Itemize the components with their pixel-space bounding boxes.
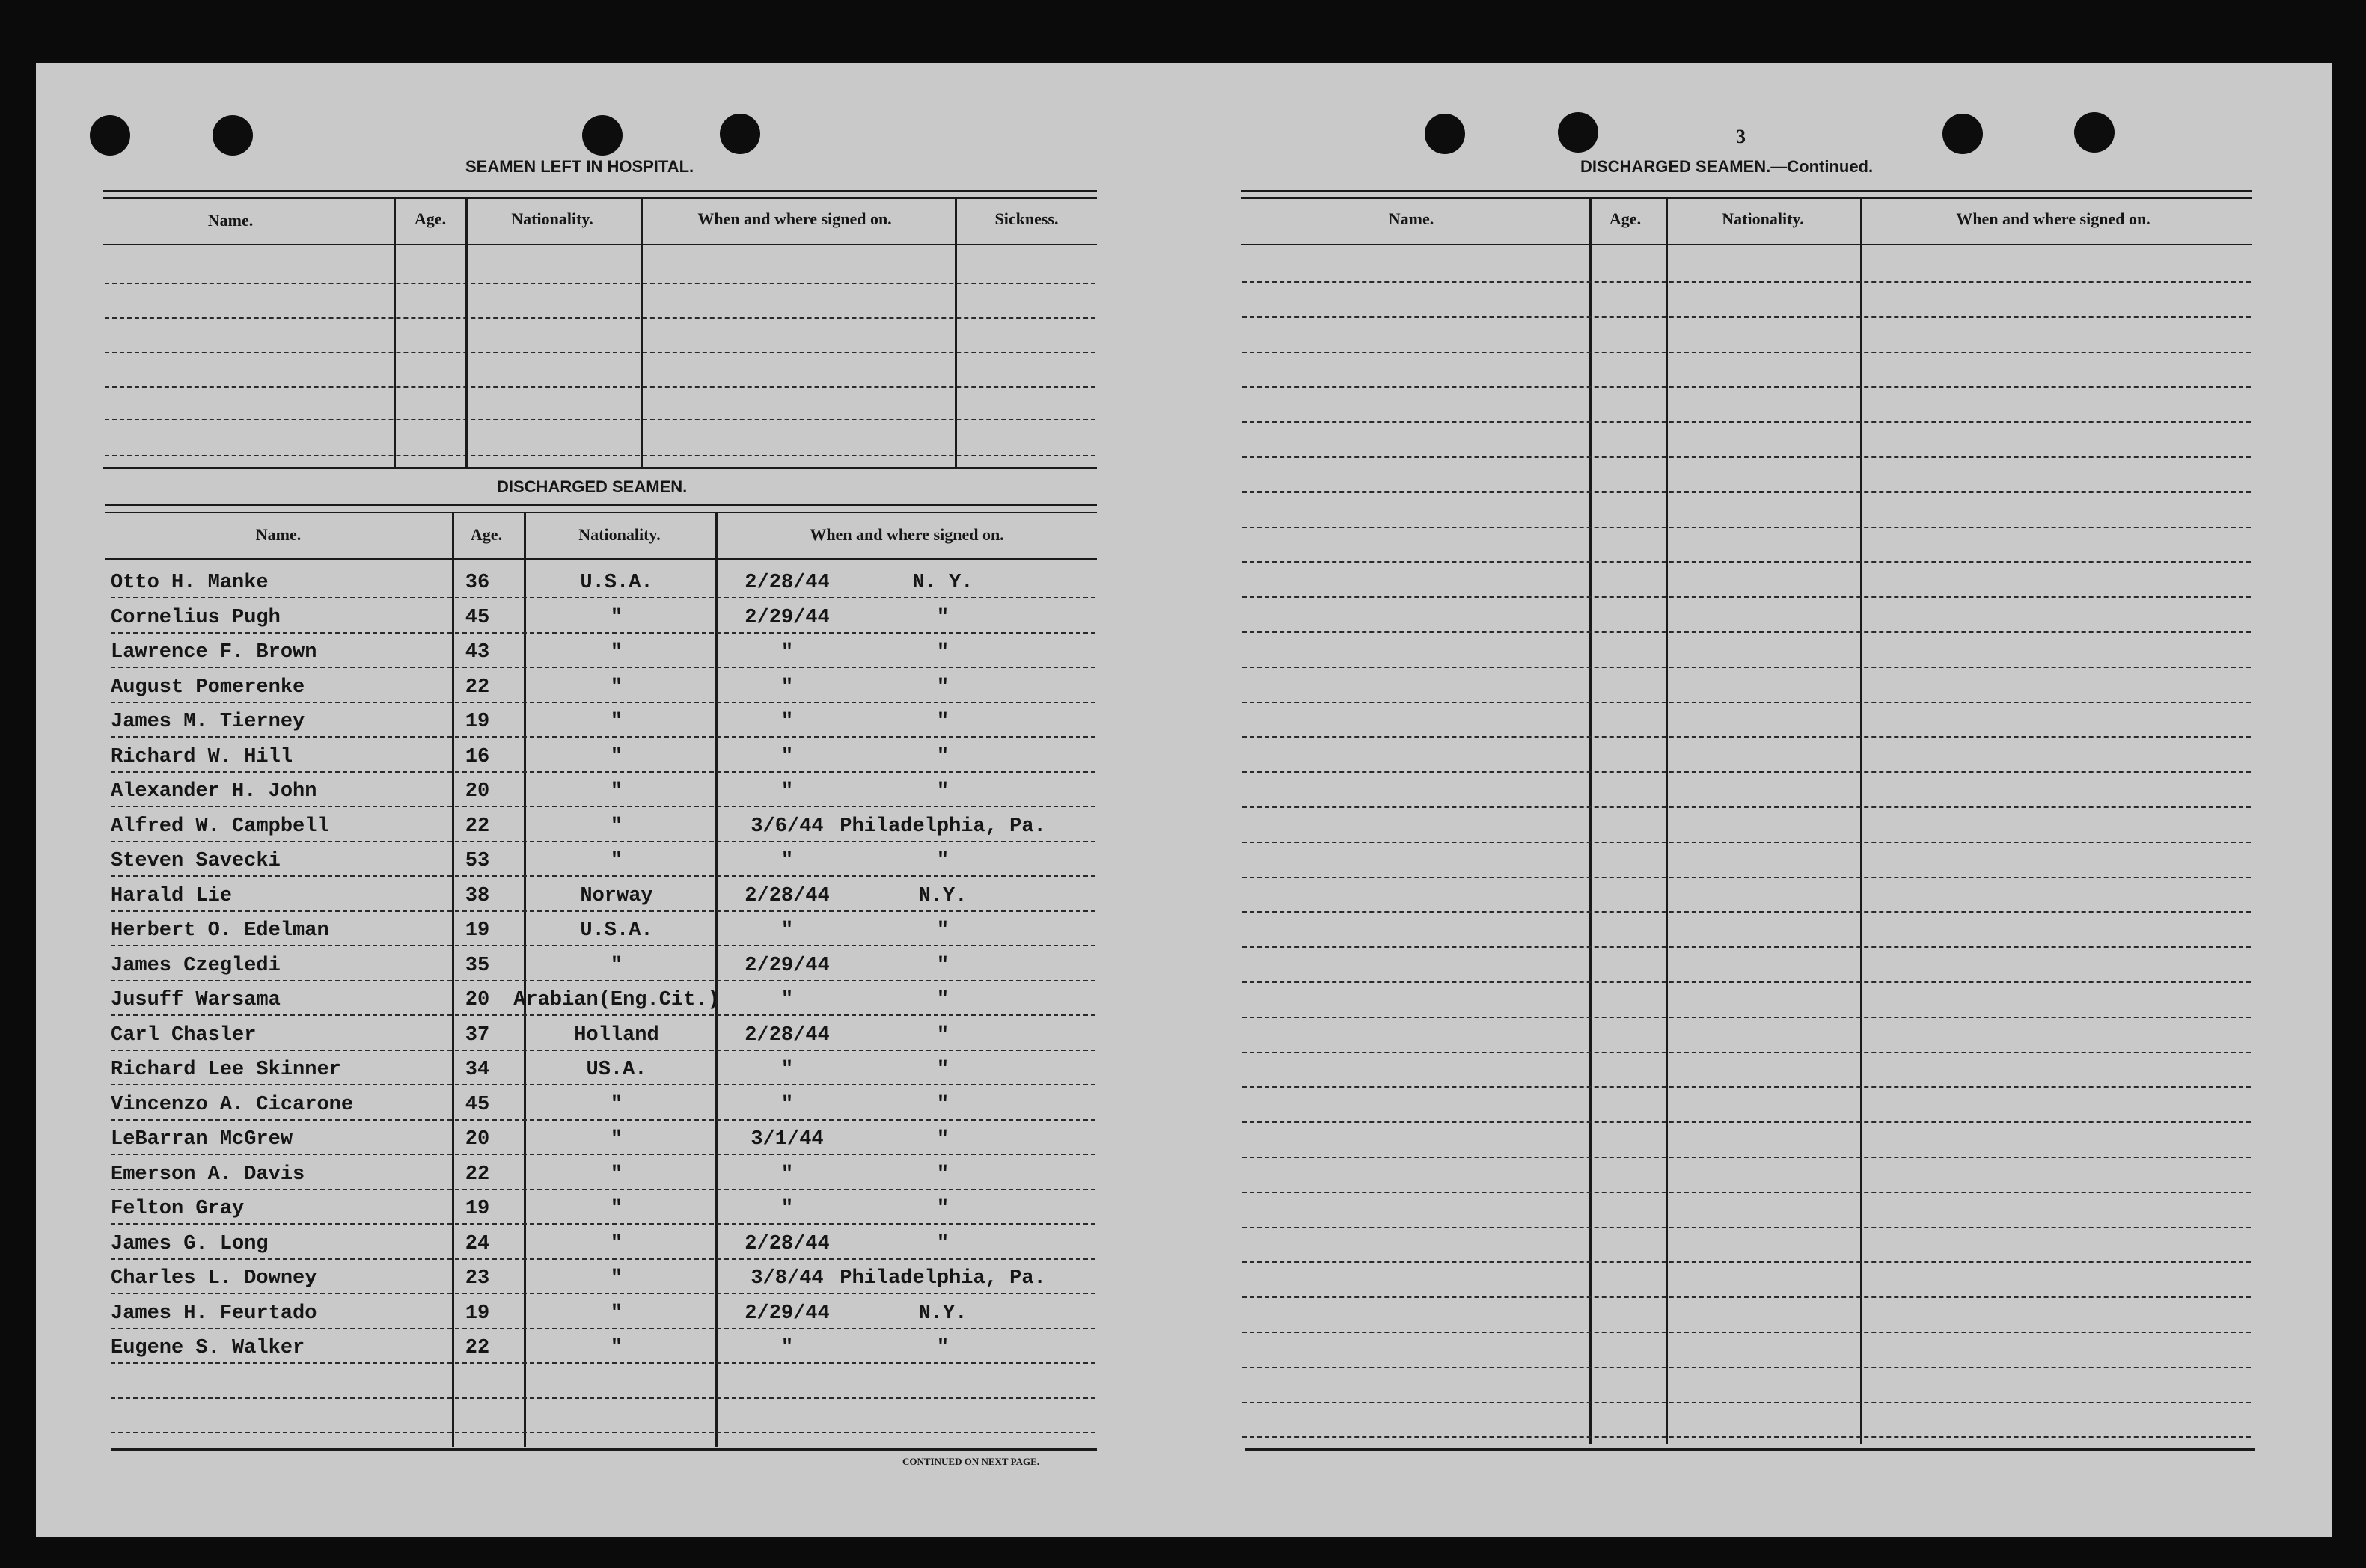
cell-place: Philadelphia, Pa. <box>840 1267 1046 1290</box>
cell-nationality: " <box>610 1094 623 1116</box>
cell-age: 34 <box>465 1059 490 1081</box>
discharged-section-title: DISCHARGED SEAMEN. <box>497 477 688 496</box>
cell-nationality: " <box>610 1198 623 1220</box>
cell-age: 45 <box>465 1094 490 1116</box>
cell-place: " <box>936 1198 950 1220</box>
hospital-header-age: Age. <box>414 209 447 228</box>
cell-nationality: " <box>610 1337 623 1359</box>
cell-date: " <box>780 919 794 942</box>
cell-age: 22 <box>465 1163 490 1186</box>
cell-place: " <box>936 1059 950 1081</box>
cell-date: " <box>780 641 794 664</box>
cell-age: 19 <box>465 711 490 733</box>
cell-nationality: " <box>610 607 623 629</box>
hospital-section-title: SEAMEN LEFT IN HOSPITAL. <box>465 157 694 176</box>
cell-age: 45 <box>465 607 490 629</box>
continued-header-nationality: Nationality. <box>1722 209 1804 228</box>
cell-date: " <box>780 1337 794 1359</box>
continued-footer: CONTINUED ON NEXT PAGE. <box>902 1456 1039 1467</box>
hospital-header-sickness: Sickness. <box>994 209 1059 228</box>
cell-nationality: " <box>610 955 623 977</box>
punch-hole <box>1942 114 1983 154</box>
cell-name: Eugene S. Walker <box>111 1337 305 1359</box>
cell-date: " <box>780 1094 794 1116</box>
cell-age: 19 <box>465 919 490 942</box>
cell-name: Herbert O. Edelman <box>111 919 329 942</box>
cell-place: Philadelphia, Pa. <box>840 815 1046 838</box>
cell-date: " <box>780 711 794 733</box>
cell-name: James M. Tierney <box>111 711 305 733</box>
cell-name: LeBarran McGrew <box>111 1128 293 1151</box>
cell-nationality: " <box>610 780 623 803</box>
cell-date: 2/28/44 <box>745 1024 830 1047</box>
cell-date: " <box>780 1059 794 1081</box>
page-number: 3 <box>1736 126 1746 147</box>
discharged-header-age: Age. <box>470 525 503 544</box>
cell-date: 2/29/44 <box>745 1302 830 1325</box>
cell-name: Charles L. Downey <box>111 1267 317 1290</box>
cell-name: August Pomerenke <box>111 676 305 699</box>
cell-place: " <box>936 1163 950 1186</box>
cell-nationality: " <box>610 1163 623 1186</box>
hospital-header-name: Name. <box>207 211 254 230</box>
cell-date: " <box>780 746 794 768</box>
cell-nationality: " <box>610 850 623 872</box>
cell-nationality: " <box>610 1233 623 1255</box>
cell-name: Jusuff Warsama <box>111 989 281 1011</box>
cell-place: " <box>936 607 950 629</box>
cell-nationality: " <box>610 1267 623 1290</box>
cell-date: 3/8/44 <box>751 1267 824 1290</box>
punch-hole <box>2074 112 2115 153</box>
cell-age: 22 <box>465 676 490 699</box>
cell-age: 36 <box>465 572 490 594</box>
hospital-header-nationality: Nationality. <box>511 209 593 228</box>
cell-place: " <box>936 919 950 942</box>
cell-date: " <box>780 1198 794 1220</box>
cell-name: Emerson A. Davis <box>111 1163 305 1186</box>
cell-date: " <box>780 989 794 1011</box>
cell-nationality: Norway <box>580 885 653 907</box>
cell-date: " <box>780 1163 794 1186</box>
cell-nationality: " <box>610 815 623 838</box>
cell-place: N. Y. <box>912 572 973 594</box>
cell-name: Richard Lee Skinner <box>111 1059 341 1081</box>
cell-date: 2/28/44 <box>745 572 830 594</box>
cell-name: Cornelius Pugh <box>111 607 281 629</box>
continued-header-signed-on: When and where signed on. <box>1956 209 2151 228</box>
cell-nationality: " <box>610 746 623 768</box>
cell-name: Steven Savecki <box>111 850 281 872</box>
discharged-continued-title: DISCHARGED SEAMEN.—Continued. <box>1580 157 1874 176</box>
cell-name: James G. Long <box>111 1233 269 1255</box>
cell-place: " <box>936 1337 950 1359</box>
cell-age: 53 <box>465 850 490 872</box>
cell-age: 38 <box>465 885 490 907</box>
cell-name: Harald Lie <box>111 885 233 907</box>
cell-place: " <box>936 676 950 699</box>
cell-place: N.Y. <box>918 1302 968 1325</box>
cell-date: " <box>780 676 794 699</box>
cell-name: Vincenzo A. Cicarone <box>111 1094 354 1116</box>
cell-age: 22 <box>465 1337 490 1359</box>
cell-age: 20 <box>465 1128 490 1151</box>
cell-date: 2/29/44 <box>745 955 830 977</box>
punch-hole <box>1425 114 1465 154</box>
cell-nationality: U.S.A. <box>580 572 653 594</box>
cell-name: Alfred W. Campbell <box>111 815 329 838</box>
cell-name: Carl Chasler <box>111 1024 257 1047</box>
discharged-header-nationality: Nationality. <box>578 525 661 544</box>
cell-place: " <box>936 989 950 1011</box>
cell-name: James Czegledi <box>111 955 281 977</box>
cell-age: 16 <box>465 746 490 768</box>
cell-date: 3/1/44 <box>751 1128 824 1151</box>
cell-age: 20 <box>465 780 490 803</box>
cell-place: " <box>936 955 950 977</box>
discharged-header-signed-on: When and where signed on. <box>810 525 1004 544</box>
cell-age: 43 <box>465 641 490 664</box>
discharged-header-name: Name. <box>255 525 302 544</box>
cell-place: " <box>936 1024 950 1047</box>
cell-place: " <box>936 641 950 664</box>
cell-nationality: " <box>610 711 623 733</box>
continued-header-age: Age. <box>1609 209 1642 228</box>
cell-date: " <box>780 850 794 872</box>
punch-hole <box>1558 112 1598 153</box>
cell-name: Alexander H. John <box>111 780 317 803</box>
cell-place: " <box>936 780 950 803</box>
cell-name: James H. Feurtado <box>111 1302 317 1325</box>
cell-nationality: Holland <box>574 1024 659 1047</box>
cell-place: " <box>936 711 950 733</box>
cell-age: 19 <box>465 1302 490 1325</box>
cell-place: " <box>936 1094 950 1116</box>
cell-date: 2/29/44 <box>745 607 830 629</box>
hospital-header-signed-on: When and where signed on. <box>697 209 892 228</box>
cell-date: 2/28/44 <box>745 1233 830 1255</box>
punch-hole <box>90 115 130 156</box>
punch-hole <box>582 115 623 156</box>
continued-header-name: Name. <box>1388 209 1434 228</box>
cell-date: 3/6/44 <box>751 815 824 838</box>
cell-nationality: " <box>610 676 623 699</box>
cell-nationality: U.S.A. <box>580 919 653 942</box>
cell-nationality: Arabian(Eng.Cit.) <box>513 989 720 1011</box>
cell-place: " <box>936 1128 950 1151</box>
cell-nationality: " <box>610 1128 623 1151</box>
cell-age: 37 <box>465 1024 490 1047</box>
cell-name: Richard W. Hill <box>111 746 293 768</box>
cell-nationality: US.A. <box>586 1059 647 1081</box>
punch-hole <box>213 115 253 156</box>
cell-name: Otto H. Manke <box>111 572 269 594</box>
cell-age: 23 <box>465 1267 490 1290</box>
cell-place: " <box>936 746 950 768</box>
cell-age: 35 <box>465 955 490 977</box>
cell-age: 19 <box>465 1198 490 1220</box>
cell-date: 2/28/44 <box>745 885 830 907</box>
cell-name: Lawrence F. Brown <box>111 641 317 664</box>
cell-age: 22 <box>465 815 490 838</box>
cell-place: " <box>936 1233 950 1255</box>
cell-nationality: " <box>610 641 623 664</box>
cell-age: 20 <box>465 989 490 1011</box>
cell-place: N.Y. <box>918 885 968 907</box>
cell-name: Felton Gray <box>111 1198 245 1220</box>
cell-date: " <box>780 780 794 803</box>
cell-place: " <box>936 850 950 872</box>
cell-nationality: " <box>610 1302 623 1325</box>
punch-hole <box>720 114 760 154</box>
cell-age: 24 <box>465 1233 490 1255</box>
